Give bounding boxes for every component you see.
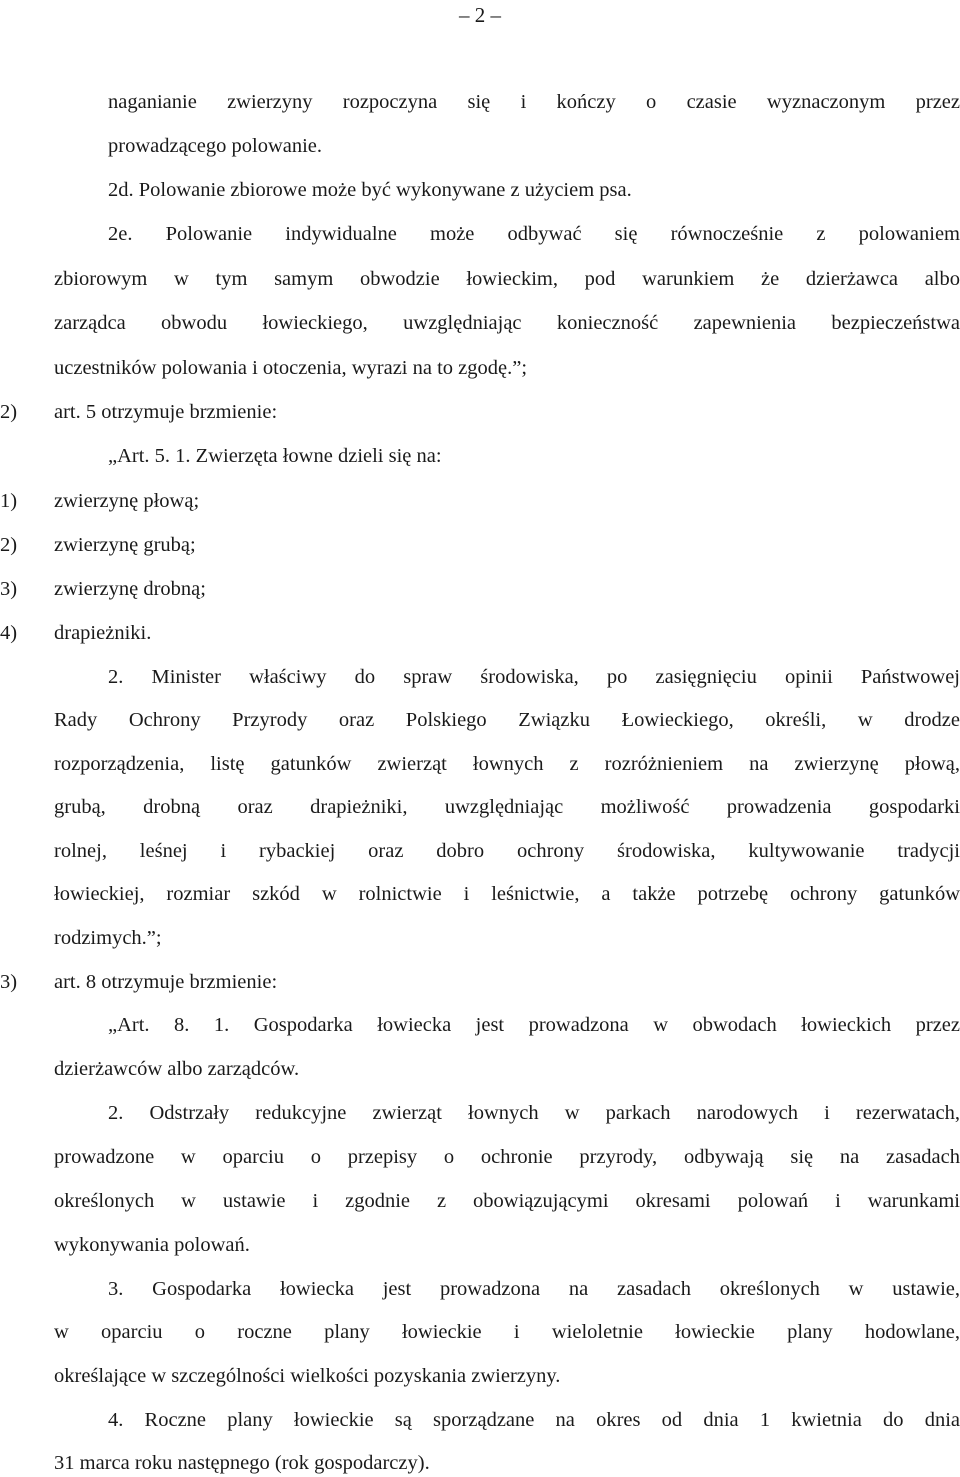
text-line: „Art. 8. 1. Gospodarka łowiecka jest prowadzona w obwodach łowieckich przez [108, 1014, 960, 1036]
text-line: 2. Minister właściwy do spraw środowiska, po zasięgnięciu opinii Państwowej [108, 666, 960, 688]
text-line: określonych w ustawie i zgodnie z obowiązującymi okresami polowań i warunkami [54, 1190, 960, 1212]
text-line: zarządca obwodu łowieckiego, uwzględniając konieczność zapewnienia bezpieczeństwa [54, 312, 960, 334]
text-line: 2e. Polowanie indywidualne może odbywać się równocześnie z polowaniem [108, 223, 960, 245]
text-line: dzierżawców albo zarządców. [54, 1058, 300, 1080]
text-line: wykonywania polowań. [54, 1234, 250, 1256]
text-line: art. 8 otrzymuje brzmienie: [54, 971, 278, 993]
text-line: rolnej, leśnej i rybackiej oraz dobro ochrony środowiska, kultywowanie tradycji [54, 840, 960, 862]
text-line: zwierzynę płową; [54, 490, 200, 512]
text-line: zbiorowym w tym samym obwodzie łowieckim, pod warunkiem że dzierżawca albo [54, 268, 960, 290]
text-line: art. 5 otrzymuje brzmienie: [54, 401, 278, 423]
text-line: prowadzone w oparciu o przepisy o ochronie przyrody, odbywają się na zasadach [54, 1146, 960, 1168]
page-number: – 2 – [459, 3, 501, 27]
list-marker: 3) [0, 578, 18, 600]
text-line: grubą, drobną oraz drapieżniki, uwzględniając możliwość prowadzenia gospodarki [54, 796, 960, 818]
list-marker: 1) [0, 490, 18, 512]
text-line: „Art. 5. 1. Zwierzęta łowne dzieli się na: [108, 445, 442, 467]
text-line: drapieżniki. [54, 622, 152, 644]
text-line: określające w szczególności wielkości pozyskania zwierzyny. [54, 1365, 561, 1387]
list-marker: 2) [0, 401, 18, 423]
text-line: Rady Ochrony Przyrody oraz Polskiego Związku Łowieckiego, określi, w drodze [54, 709, 960, 731]
text-line: 3. Gospodarka łowiecka jest prowadzona na zasadach określonych w ustawie, [108, 1278, 960, 1300]
text-line: zwierzynę grubą; [54, 534, 196, 556]
text-line: uczestników polowania i otoczenia, wyrazi na to zgodę.”; [54, 357, 528, 379]
text-line: 2. Odstrzały redukcyjne zwierząt łownych w parkach narodowych i rezerwatach, [108, 1102, 960, 1124]
text-line: 31 marca roku następnego (rok gospodarczy). [54, 1452, 430, 1474]
list-marker: 3) [0, 971, 18, 993]
text-line: 4. Roczne plany łowieckie są sporządzane na okres od dnia 1 kwietnia do dnia [108, 1409, 960, 1431]
text-line: rodzimych.”; [54, 927, 162, 949]
text-line: prowadzącego polowanie. [108, 135, 323, 157]
text-line: naganianie zwierzyny rozpoczyna się i kończy o czasie wyznaczonym przez [108, 91, 960, 113]
text-line: zwierzynę drobną; [54, 578, 206, 600]
list-marker: 2) [0, 534, 18, 556]
text-line: w oparciu o roczne plany łowieckie i wieloletnie łowieckie plany hodowlane, [54, 1321, 960, 1343]
text-line: 2d. Polowanie zbiorowe może być wykonywane z użyciem psa. [108, 179, 632, 201]
text-line: rozporządzenia, listę gatunków zwierząt łownych z rozróżnieniem na zwierzynę płową, [54, 753, 960, 775]
text-line: łowieckiej, rozmiar szkód w rolnictwie i leśnictwie, a także potrzebę ochrony gatunków [54, 883, 960, 905]
list-marker: 4) [0, 622, 18, 644]
